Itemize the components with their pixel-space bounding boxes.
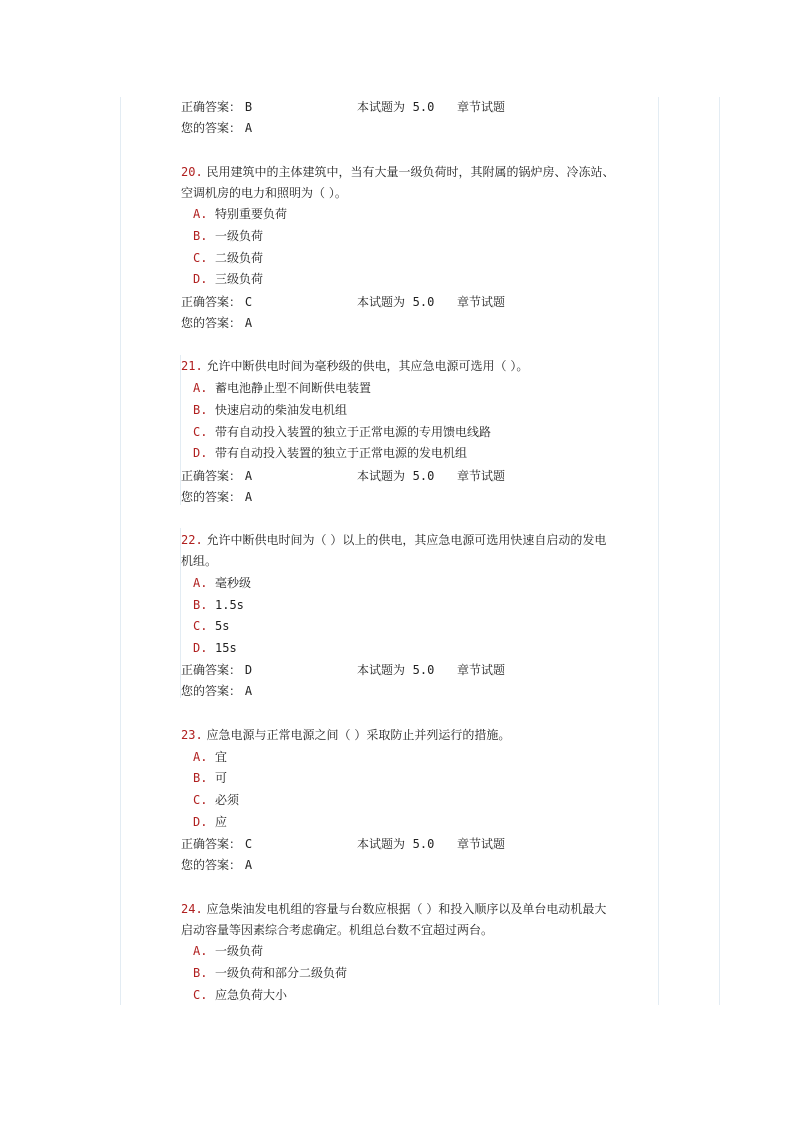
option-b[interactable]: B. 快速启动的柴油发电机组: [193, 403, 348, 417]
question-text-cont: 机组。: [181, 554, 218, 568]
option-c[interactable]: C. 带有自动投入装置的独立于正常电源的专用馈电线路: [193, 425, 492, 439]
your-answer-row: 您的答案： A: [181, 316, 253, 330]
question-text: 22. 允许中断供电时间为（ ）以上的供电，其应急电源可选用快速自启动的发电: [181, 533, 607, 547]
question-text: 23. 应急电源与正常电源之间（ ）采取防止并列运行的措施。: [181, 728, 511, 742]
option-d[interactable]: D. 三级负荷: [193, 272, 264, 286]
option-d[interactable]: D. 应: [193, 815, 228, 829]
option-b[interactable]: B. 一级负荷: [193, 229, 264, 243]
your-answer: A: [244, 316, 253, 330]
option-d[interactable]: D. 带有自动投入装置的独立于正常电源的发电机组: [193, 446, 468, 460]
score-info: 本试题为 5.0: [357, 295, 435, 309]
chapter-label: 章节试题: [457, 100, 506, 114]
question-text-cont: 空调机房的电力和照明为（ ）。: [181, 186, 347, 200]
score-info: 本试题为 5.0: [357, 469, 435, 483]
question-text-cont: 启动容量等因素综合考虑确定。机组总台数不宜超过两台。: [181, 923, 494, 937]
option-a[interactable]: A. 特别重要负荷: [193, 207, 288, 221]
option-c[interactable]: C. 应急负荷大小: [193, 988, 288, 1002]
chapter-label: 章节试题: [457, 295, 506, 309]
chapter-label: 章节试题: [457, 663, 506, 677]
question-number: 22.: [181, 533, 203, 547]
question-text: 24. 应急柴油发电机组的容量与台数应根据（ ）和投入顺序以及单台电动机最大: [181, 902, 607, 916]
option-a[interactable]: A. 毫秒级: [193, 576, 252, 590]
option-c[interactable]: C. 二级负荷: [193, 251, 264, 265]
option-c[interactable]: C. 5s: [193, 619, 230, 633]
option-b[interactable]: B. 一级负荷和部分二级负荷: [193, 966, 348, 980]
option-b[interactable]: B. 1.5s: [193, 598, 244, 612]
option-b[interactable]: B. 可: [193, 771, 228, 785]
correct-answer: D: [244, 663, 253, 677]
chapter-label: 章节试题: [457, 469, 506, 483]
your-answer-row: 您的答案： A: [181, 490, 253, 504]
answer-row: 正确答案： B 本试题为 5.0 章节试题: [181, 97, 252, 117]
answer-row: 正确答案： C 本试题为 5.0 章节试题: [181, 292, 252, 312]
answer-row: 正确答案： A 本试题为 5.0 章节试题: [181, 466, 252, 486]
option-c[interactable]: C. 必须: [193, 793, 240, 807]
correct-answer: A: [244, 469, 253, 483]
score-info: 本试题为 5.0: [357, 100, 435, 114]
right-border-line: [658, 97, 659, 1005]
correct-answer: C: [244, 295, 253, 309]
question-number: 23.: [181, 728, 203, 742]
question-number: 24.: [181, 902, 203, 916]
your-answer: A: [244, 858, 253, 872]
your-answer: A: [244, 684, 253, 698]
correct-answer: C: [244, 837, 253, 851]
outer-border-line: [719, 97, 720, 1005]
question-text: 20. 民用建筑中的主体建筑中，当有大量一级负荷时，其附属的锅炉房、冷冻站、: [181, 165, 615, 179]
your-answer-row: 您的答案： A: [181, 684, 253, 698]
correct-answer: B: [244, 100, 253, 114]
option-a[interactable]: A. 蓄电池静止型不间断供电装置: [193, 381, 372, 395]
answer-row: 正确答案： C 本试题为 5.0 章节试题: [181, 834, 252, 854]
answer-row: 正确答案： D 本试题为 5.0 章节试题: [181, 660, 252, 680]
option-d[interactable]: D. 15s: [193, 641, 237, 655]
question-text: 21. 允许中断供电时间为毫秒级的供电，其应急电源可选用（ ）。: [181, 359, 529, 373]
left-border-line: [120, 97, 121, 1005]
your-answer: A: [244, 490, 253, 504]
your-answer: A: [244, 121, 253, 135]
option-a[interactable]: A. 宜: [193, 750, 228, 764]
question-number: 20.: [181, 165, 203, 179]
your-answer-row: 您的答案： A: [181, 121, 253, 135]
score-info: 本试题为 5.0: [357, 663, 435, 677]
question-number: 21.: [181, 359, 203, 373]
chapter-label: 章节试题: [457, 837, 506, 851]
option-a[interactable]: A. 一级负荷: [193, 944, 264, 958]
score-info: 本试题为 5.0: [357, 837, 435, 851]
your-answer-row: 您的答案： A: [181, 858, 253, 872]
